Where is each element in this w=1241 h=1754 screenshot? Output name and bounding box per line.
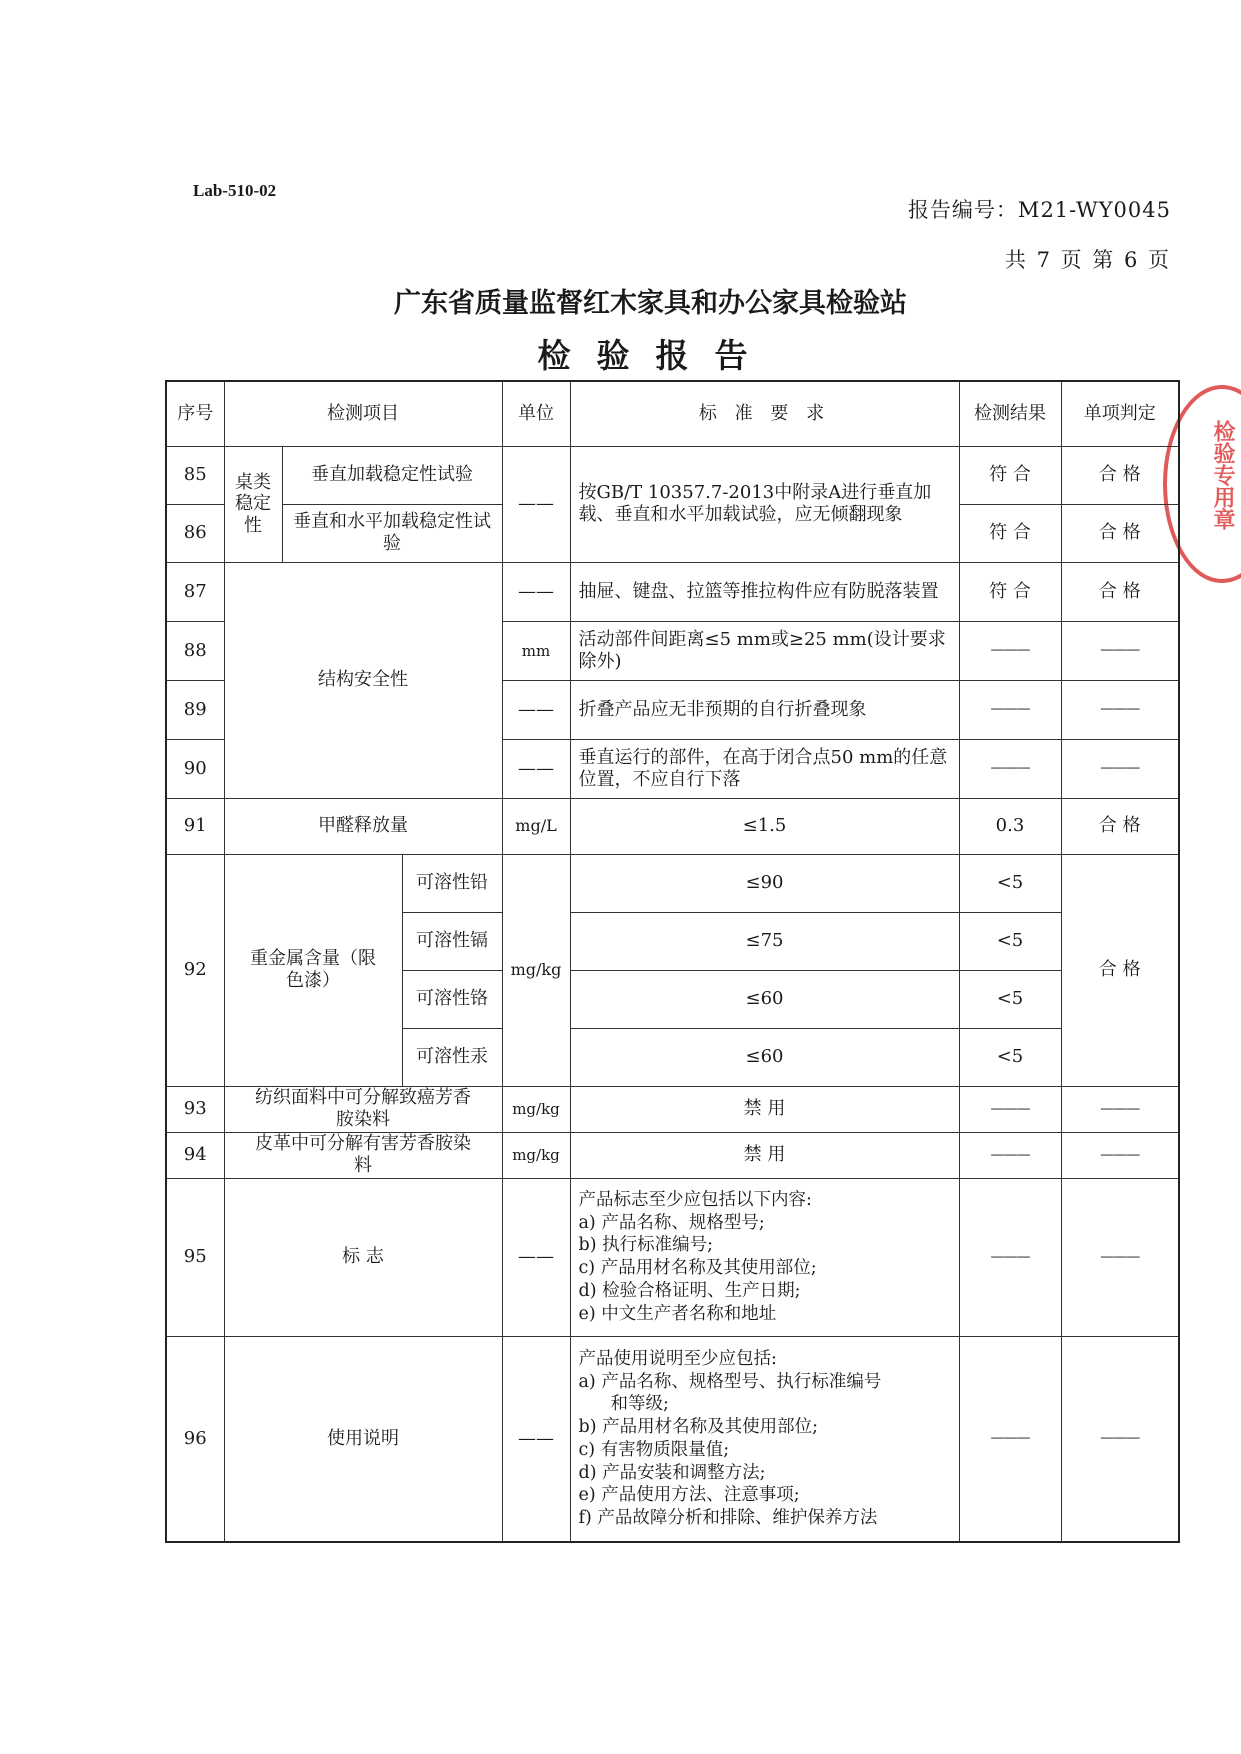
row-result: 符 合: [959, 562, 1061, 621]
col-header-seq: 序号: [166, 381, 224, 446]
table-header-row: [166, 381, 1179, 446]
list-line: d) 产品安装和调整方法;: [578, 1462, 766, 1483]
row-group: 结构安全性: [224, 562, 502, 798]
row-verdict: 合 格: [1061, 854, 1179, 1086]
row-result: ———: [959, 621, 1061, 680]
report-number: 报告编号：M21-WY0045: [907, 198, 1171, 222]
col-header-standard: 标 准 要 求: [570, 381, 959, 446]
row-standard: 按GB/T 10357.7-2013中附录A进行垂直加载、垂直和水平加载试验，应无倾翻现象: [570, 446, 959, 562]
row-subitem: 可溶性汞: [402, 1028, 502, 1086]
table-row: [166, 798, 1179, 854]
row-item: 垂直加载稳定性试验: [282, 446, 502, 504]
row-unit: mg/kg: [502, 854, 570, 1086]
row-seq: 92: [166, 854, 224, 1086]
row-standard: 垂直运行的部件，在高于闭合点50 mm的任意位置，不应自行下落: [570, 739, 959, 798]
list-line: c) 有害物质限量值;: [578, 1439, 730, 1460]
row-item: 使用说明: [224, 1336, 502, 1542]
col-header-result: 检测结果: [959, 381, 1061, 446]
list-line: b) 执行标准编号;: [578, 1235, 713, 1256]
row-standard: ≤60: [570, 970, 959, 1028]
row-subitem: 可溶性铬: [402, 970, 502, 1028]
row-item: 甲醛释放量: [224, 798, 502, 854]
row-standard: 活动部件间距离≤5 mm或≥25 mm(设计要求除外): [570, 621, 959, 680]
row-standard: ≤60: [570, 1028, 959, 1086]
row-unit: ——: [502, 446, 570, 562]
stamp-text: 检验专用章: [1210, 420, 1236, 530]
row-result: ———: [959, 680, 1061, 739]
row-item: 皮革中可分解有害芳香胺染料: [224, 1132, 502, 1178]
row-seq: 91: [166, 798, 224, 854]
row-result: ———: [959, 1178, 1061, 1336]
row-unit: ——: [502, 1336, 570, 1542]
list-line: e) 产品使用方法、注意事项;: [578, 1485, 800, 1506]
row-seq: 86: [166, 504, 224, 562]
row-verdict: ———: [1061, 1336, 1179, 1542]
table-row: [166, 1086, 1179, 1132]
row-item: 垂直和水平加载稳定性试验: [282, 504, 502, 562]
row-seq: 87: [166, 562, 224, 621]
row-standard: 抽屉、键盘、拉篮等推拉构件应有防脱落装置: [570, 562, 959, 621]
list-line: e) 中文生产者名称和地址: [578, 1303, 777, 1324]
row-verdict: 合 格: [1061, 504, 1179, 562]
row-unit: ——: [502, 680, 570, 739]
row-seq: 93: [166, 1086, 224, 1132]
list-line: d) 检验合格证明、生产日期;: [578, 1280, 801, 1301]
col-header-unit: 单位: [502, 381, 570, 446]
row-verdict: ———: [1061, 1178, 1179, 1336]
row-result: ———: [959, 1086, 1061, 1132]
lab-code: Lab-510-02: [193, 181, 277, 200]
row-standard: ≤90: [570, 854, 959, 912]
row-unit: ——: [502, 739, 570, 798]
row-verdict: ———: [1061, 739, 1179, 798]
row-verdict: ———: [1061, 1086, 1179, 1132]
row-result: 0.3: [959, 798, 1061, 854]
row-item: 标 志: [224, 1178, 502, 1336]
row-subitem: 可溶性铅: [402, 854, 502, 912]
row-seq: 96: [166, 1336, 224, 1542]
row-unit: mg/kg: [502, 1086, 570, 1132]
row-verdict: ———: [1061, 680, 1179, 739]
inspection-table: [165, 380, 1180, 1543]
table-row: [166, 446, 1179, 504]
row-standard-list: [570, 1178, 959, 1336]
row-seq: 95: [166, 1178, 224, 1336]
row-verdict: ———: [1061, 621, 1179, 680]
row-standard: ≤75: [570, 912, 959, 970]
document-title: 检验报告: [537, 336, 774, 375]
row-verdict: 合 格: [1061, 562, 1179, 621]
row-result: ———: [959, 1132, 1061, 1178]
row-group: 桌类稳定性: [224, 446, 282, 562]
row-subitem: 可溶性镉: [402, 912, 502, 970]
row-standard: 折叠产品应无非预期的自行折叠现象: [570, 680, 959, 739]
table-row: [166, 1336, 1179, 1542]
row-item: 纺织面料中可分解致癌芳香胺染料: [224, 1086, 502, 1132]
row-verdict: ———: [1061, 1132, 1179, 1178]
list-line: a) 产品名称、规格型号、执行标准编号: [578, 1371, 882, 1392]
row-standard: ≤1.5: [570, 798, 959, 854]
row-seq: 90: [166, 739, 224, 798]
row-seq: 89: [166, 680, 224, 739]
row-result: ———: [959, 739, 1061, 798]
row-result: 符 合: [959, 446, 1061, 504]
row-standard: 禁 用: [570, 1086, 959, 1132]
row-standard-list: [570, 1336, 959, 1542]
table-row: [166, 854, 1179, 912]
row-result: <5: [959, 1028, 1061, 1086]
row-standard: 禁 用: [570, 1132, 959, 1178]
list-line: 产品使用说明至少应包括:: [578, 1348, 777, 1369]
row-unit: mm: [502, 621, 570, 680]
list-line: a) 产品名称、规格型号;: [578, 1212, 765, 1233]
row-result: <5: [959, 970, 1061, 1028]
row-seq: 85: [166, 446, 224, 504]
row-seq: 94: [166, 1132, 224, 1178]
organization-name: 广东省质量监督红木家具和办公家具检验站: [394, 288, 907, 319]
row-seq: 88: [166, 621, 224, 680]
row-unit: mg/kg: [502, 1132, 570, 1178]
list-line: f) 产品故障分析和排除、维护保养方法: [578, 1508, 878, 1528]
list-line: c) 产品用材名称及其使用部位;: [578, 1258, 817, 1278]
col-header-verdict: 单项判定: [1061, 381, 1179, 446]
row-result: <5: [959, 912, 1061, 970]
row-unit: ——: [502, 562, 570, 621]
col-header-item: 检测项目: [224, 381, 502, 446]
row-result: <5: [959, 854, 1061, 912]
list-line: 产品标志至少应包括以下内容:: [578, 1189, 812, 1210]
page-info: 共 7 页 第 6 页: [1004, 248, 1171, 272]
row-result: ———: [959, 1336, 1061, 1542]
table-row: [166, 1178, 1179, 1336]
row-result: 符 合: [959, 504, 1061, 562]
list-line: 和等级;: [610, 1394, 669, 1415]
row-verdict: 合 格: [1061, 446, 1179, 504]
row-item: 重金属含量（限色漆）: [224, 854, 402, 1086]
list-line: b) 产品用材名称及其使用部位;: [578, 1417, 818, 1437]
row-unit: ——: [502, 1178, 570, 1336]
row-verdict: 合 格: [1061, 798, 1179, 854]
table-row: [166, 562, 1179, 621]
row-unit: mg/L: [502, 798, 570, 854]
table-row: [166, 1132, 1179, 1178]
